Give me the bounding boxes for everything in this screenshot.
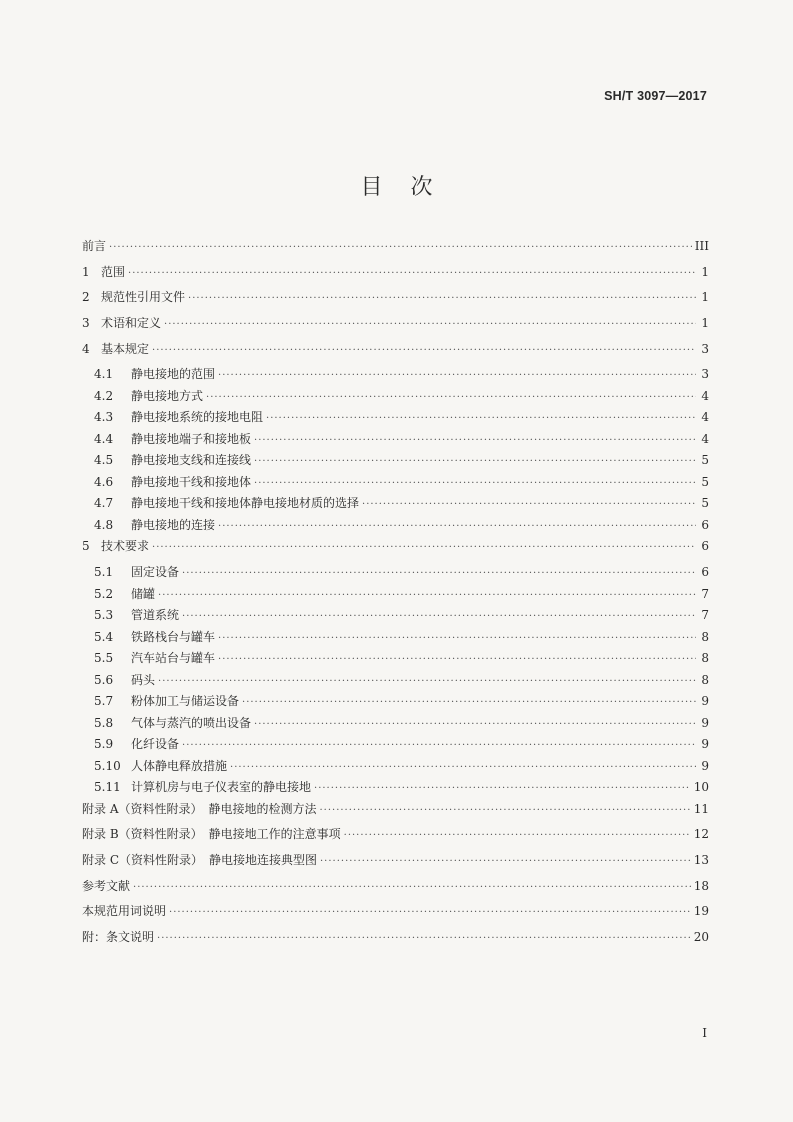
toc-entry[interactable] [82,826,709,852]
toc-leader-dots [218,519,696,535]
toc-entry-page: 9 [701,737,709,752]
toc-leader-dots [152,343,696,359]
toc-entry[interactable] [82,495,709,517]
toc-entry[interactable] [82,409,709,431]
toc-leader-dots [242,695,696,711]
toc-entry-page: 9 [701,758,709,773]
toc-entry-label: 静电接地端子和接地板 [131,431,252,446]
toc-entry-label: 码头 [131,672,156,687]
toc-entry-label: 化纤设备 [131,737,180,752]
toc-entry-number: 5.3 [94,608,114,623]
toc-leader-dots [133,880,691,896]
toc-entry-label: 静电接地方式 [131,388,204,403]
toc-leader-dots [230,760,696,776]
toc-entry-label: 静电接地的连接 [131,517,216,532]
toc-entry-label: 静电接地的范围 [131,367,216,382]
toc-entry-number: 4.2 [94,388,114,403]
toc-entry-number: 4.5 [94,453,114,468]
toc-entry-page: 4 [701,388,709,403]
toc-entry-label: 管道系统 [131,608,180,623]
toc-entry-label: 附录 A（资料性附录） 静电接地的检测方法 [82,801,317,816]
toc-entry[interactable] [82,758,709,780]
toc-entry[interactable] [82,366,709,388]
toc-entry-label: 技术要求 [101,539,150,554]
toc-leader-dots [157,931,691,947]
toc-leader-dots [320,854,691,870]
toc-entry-page: 7 [701,586,709,601]
toc-entry-label: 术语和定义 [101,316,162,331]
toc-entry-number: 5.5 [94,651,114,666]
toc-entry[interactable] [82,289,709,315]
toc-leader-dots [128,266,696,282]
toc-entry-label: 静电接地干线和接地体 [131,474,252,489]
toc-entry-label: 附录 C（资料性附录） 静电接地连接典型图 [82,853,317,867]
toc-entry[interactable] [82,586,709,608]
toc-entry[interactable] [82,564,709,586]
toc-entry[interactable] [82,607,709,629]
toc-entry-label: 静电接地干线和接地体静电接地材质的选择 [131,496,360,511]
toc-entry-page: 3 [701,367,709,382]
toc-entry-number: 3 [82,316,90,331]
toc-entry-page: 20 [693,930,709,945]
table-of-contents [82,238,709,955]
toc-entry-label: 储罐 [131,586,156,601]
toc-entry[interactable] [82,264,709,290]
toc-entry-label: 范围 [101,264,126,279]
toc-entry-number: 5.9 [94,737,114,752]
toc-entry-number: 1 [82,264,90,279]
toc-entry-page: 5 [701,496,709,511]
toc-entry-page: 4 [701,431,709,446]
toc-entry-number: 4.1 [94,367,114,382]
toc-entry[interactable] [82,801,709,827]
toc-entry-page: 11 [693,801,709,816]
toc-entry-page: 1 [701,290,709,305]
toc-entry[interactable] [82,341,709,367]
toc-leader-dots [158,674,696,690]
page-title: 目次 [360,175,461,200]
toc-entry-page: 3 [701,341,709,356]
toc-leader-dots [152,540,696,556]
toc-entry-label: 固定设备 [131,565,180,580]
toc-entry[interactable] [82,431,709,453]
toc-leader-dots [182,566,696,582]
toc-entry-page: 5 [701,453,709,468]
toc-entry-number: 5.10 [94,758,121,773]
toc-entry-number: 5.8 [94,715,114,730]
toc-entry-page: 13 [693,853,709,867]
toc-entry-page: 8 [701,672,709,687]
toc-entry-number: 4.4 [94,431,114,446]
toc-entry-number: 4.3 [94,410,114,425]
toc-entry-label: 人体静电释放措施 [131,758,228,773]
toc-entry-page: 6 [701,565,709,580]
toc-entry-number: 4.6 [94,474,114,489]
toc-entry[interactable] [82,452,709,474]
toc-entry-number: 5.6 [94,672,114,687]
toc-entry-page: 9 [701,715,709,730]
toc-entry[interactable] [82,474,709,496]
toc-entry-number: 5.11 [94,780,121,795]
toc-entry-page: 7 [701,608,709,623]
toc-entry[interactable] [82,672,709,694]
toc-entry[interactable] [82,517,709,539]
toc-entry-number: 4.7 [94,496,114,511]
toc-entry-page: 6 [701,517,709,532]
toc-entry-label: 气体与蒸汽的喷出设备 [131,715,252,730]
toc-entry-label: 粉体加工与储运设备 [131,694,240,709]
toc-leader-dots [218,652,696,668]
toc-entry-page: 1 [701,264,709,279]
footer-page-number: I [702,1026,707,1040]
toc-entry-page: 8 [701,629,709,644]
toc-entry[interactable] [82,878,709,904]
toc-leader-dots [164,317,696,333]
toc-leader-dots [254,454,696,470]
toc-entry-number: 4 [82,341,90,356]
toc-entry[interactable] [82,238,709,264]
toc-entry-page: 18 [693,878,709,893]
toc-entry[interactable] [82,693,709,715]
toc-leader-dots [206,390,696,406]
toc-entry-label: 静电接地系统的接地电阻 [131,410,264,425]
toc-entry-page: 8 [701,651,709,666]
toc-entry-label: 规范性引用文件 [101,290,186,305]
toc-entry[interactable] [82,903,709,929]
toc-leader-dots [182,738,696,754]
toc-leader-dots [169,905,691,921]
toc-entry[interactable] [82,629,709,651]
toc-entry-page: 4 [701,410,709,425]
toc-entry-page: 12 [693,827,709,842]
toc-leader-dots [182,609,696,625]
toc-entry-label: 计算机房与电子仪表室的静电接地 [131,780,312,795]
toc-leader-dots [314,781,691,797]
toc-entry-page: III [694,239,709,253]
toc-entry-page: 6 [701,539,709,554]
toc-entry[interactable] [82,315,709,341]
toc-leader-dots [362,497,696,513]
toc-entry-label: 静电接地支线和连接线 [131,453,252,468]
toc-entry-label: 附：条文说明 [82,930,155,945]
toc-entry-label: 铁路栈台与罐车 [131,629,216,644]
toc-entry-number: 5.2 [94,586,114,601]
toc-entry-label: 汽车站台与罐车 [131,651,216,666]
toc-leader-dots [218,368,696,384]
toc-entry-page: 5 [701,474,709,489]
toc-entry[interactable] [82,388,709,410]
toc-entry[interactable] [82,538,709,564]
toc-leader-dots [158,588,696,604]
toc-entry-label: 前言 [82,239,107,253]
toc-entry[interactable] [82,715,709,737]
toc-entry-page: 9 [701,694,709,709]
toc-entry-page: 19 [693,904,709,919]
toc-entry[interactable] [82,650,709,672]
toc-entry-number: 5 [82,539,90,554]
toc-leader-dots [254,717,696,733]
toc-entry[interactable] [82,929,709,955]
toc-entry-label: 基本规定 [101,341,150,356]
toc-leader-dots [218,631,696,647]
toc-leader-dots [109,240,692,256]
toc-entry[interactable] [82,852,709,878]
toc-leader-dots [254,476,696,492]
toc-entry-label: 本规范用词说明 [82,904,167,919]
toc-entry-page: 10 [693,780,709,795]
toc-entry[interactable] [82,779,709,801]
toc-entry-number: 5.4 [94,629,114,644]
toc-leader-dots [254,433,696,449]
toc-entry[interactable] [82,736,709,758]
toc-entry-number: 4.8 [94,517,114,532]
toc-entry-page: 1 [701,316,709,331]
toc-entry-number: 5.1 [94,565,114,580]
toc-leader-dots [319,803,690,819]
toc-entry-label: 附录 B（资料性附录） 静电接地工作的注意事项 [82,827,341,842]
standard-code: SH/T 3097—2017 [604,89,707,103]
toc-leader-dots [344,828,691,844]
toc-entry-label: 参考文献 [82,878,131,893]
toc-entry-number: 2 [82,290,90,305]
toc-leader-dots [188,291,696,307]
toc-entry-number: 5.7 [94,694,114,709]
toc-leader-dots [266,411,696,427]
